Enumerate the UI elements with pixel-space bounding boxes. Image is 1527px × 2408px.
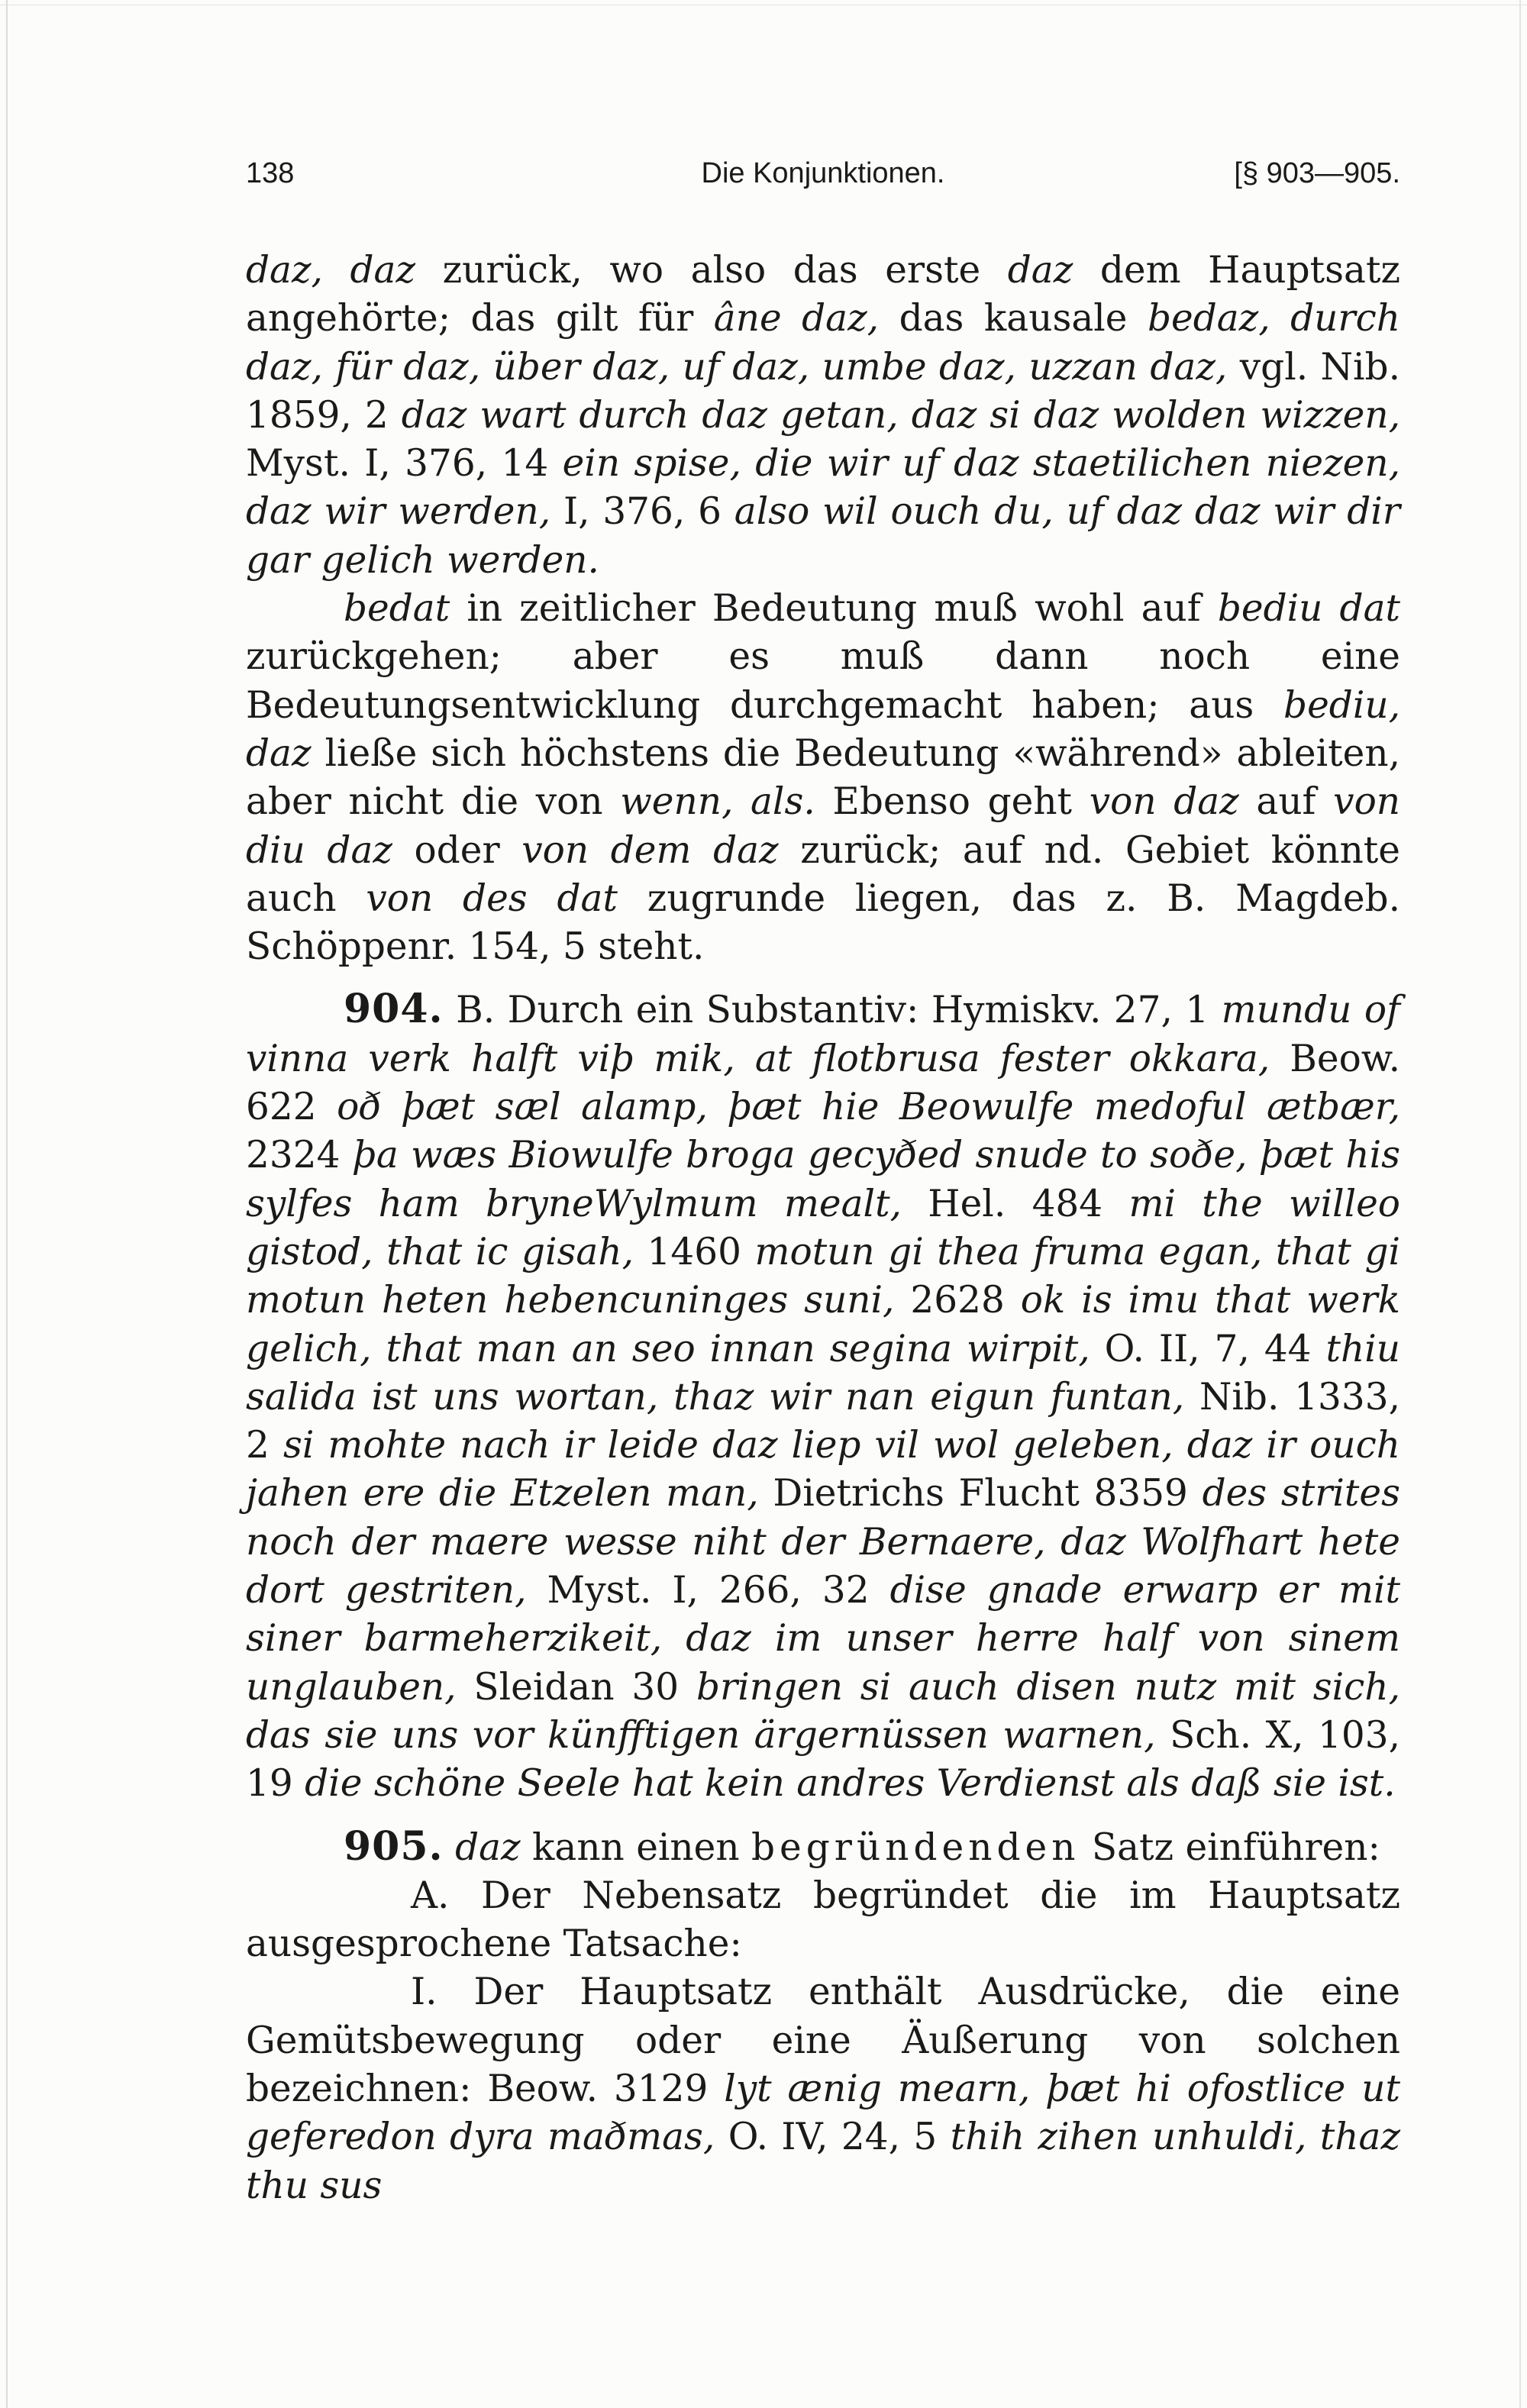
paragraph-subsection-i: I. Der Hauptsatz enthält Ausdrücke, die eine Gemütsbewegung oder eine Äußerung von solchen bezeichnen: Beow. 3129 lyt ænig mearn, þæt hi ofostlice ut geferedon dyra maðmas, O. IV, 24, 5 thih zihen unhuldi, thaz thu sus <box>246 1971 1401 2207</box>
section-number-904: 904. <box>344 986 444 1033</box>
page-body <box>246 247 1400 2210</box>
scan-right-edge <box>1519 0 1521 2408</box>
section-number-905: 905. <box>344 1822 444 1870</box>
section-905: 905. daz kann einen begründenden Satz einführen: <box>344 1822 1380 1870</box>
section-904: 904. B. Durch ein Substantiv: Hymiskv. 27, 1 mundu of vinna verk halft viþ mik, at flotbrusa fester okkara, Beow. 622 oð þæt sæl alamp, þæt hie Beowulfe medoful ætbær, 2324 þa wæs Biowulfe broga gecyðed snude to soðe, þæt his sylfes ham bryneWylmum mealt, Hel. 484 mi the willeo gistod, that ic gisah, 1460 motun gi thea fruma egan, that gi motun heten hebencuninges suni, 2628 ok is imu that werk gelich, that man an seo innan segina wirpit, O. II, 7, 44 thiu salida ist uns wortan, thaz wir nan eigun funtan, Nib. 1333, 2 si mohte nach ir leide daz liep vil wol geleben, daz ir ouch jahen ere die Etzelen man, Dietrichs Flucht 8359 des strites noch der maere wesse niht der Bernaere, daz Wolfhart hete dort gestriten, Myst. I, 266, 32 dise gnade erwarp er mit siner barmeherzikeit, daz im unser herre half von sinem unglauben, Sleidan 30 bringen si auch disen nutz mit sich, das sie uns vor künfftigen ärgernüssen warnen, Sch. X, 103, 19 die schöne Seele hat kein andres Verdienst als daß sie ist. <box>246 986 1401 1806</box>
page-number: 138 <box>246 157 295 189</box>
scan-left-edge <box>6 0 8 2408</box>
running-header <box>246 157 1400 203</box>
paragraph-subsection-a: A. Der Nebensatz begründet die im Hauptsatz ausgesprochene Tatsache: <box>246 1874 1400 1966</box>
paragraph-continuation: daz, daz zurück, wo also das erste daz dem Hauptsatz angehörte; das gilt für âne daz, das kausale bedaz, durch daz, für daz, über daz, uf daz, umbe daz, uzzan daz, vgl. Nib. 1859, 2 daz wart durch daz getan, daz si daz wolden wizzen, Myst. I, 376, 14 ein spise, die wir uf daz staetilichen niezen, daz wir werden, I, 376, 6 also wil ouch du, uf daz daz wir dir gar gelich werden. <box>246 249 1401 582</box>
header-title: Die Konjunktionen. <box>701 157 945 189</box>
paragraph-bedat: bedat in zeitlicher Bedeutung muß wohl auf bediu dat zurückgehen; aber es muß dann noch eine Bedeutungsentwicklung durchgemacht haben; aus bediu, daz ließe sich höchstens die Bedeutung «während» ableiten, aber nicht die von wenn, als. Ebenso geht von daz auf von diu daz oder von dem daz zurück; auf nd. Gebiet könnte auch von des dat zugrunde liegen, das z. B. Magdeb. Schöppenr. 154, 5 steht. <box>246 587 1401 969</box>
header-section-range: [§ 903—905. <box>1234 157 1400 189</box>
